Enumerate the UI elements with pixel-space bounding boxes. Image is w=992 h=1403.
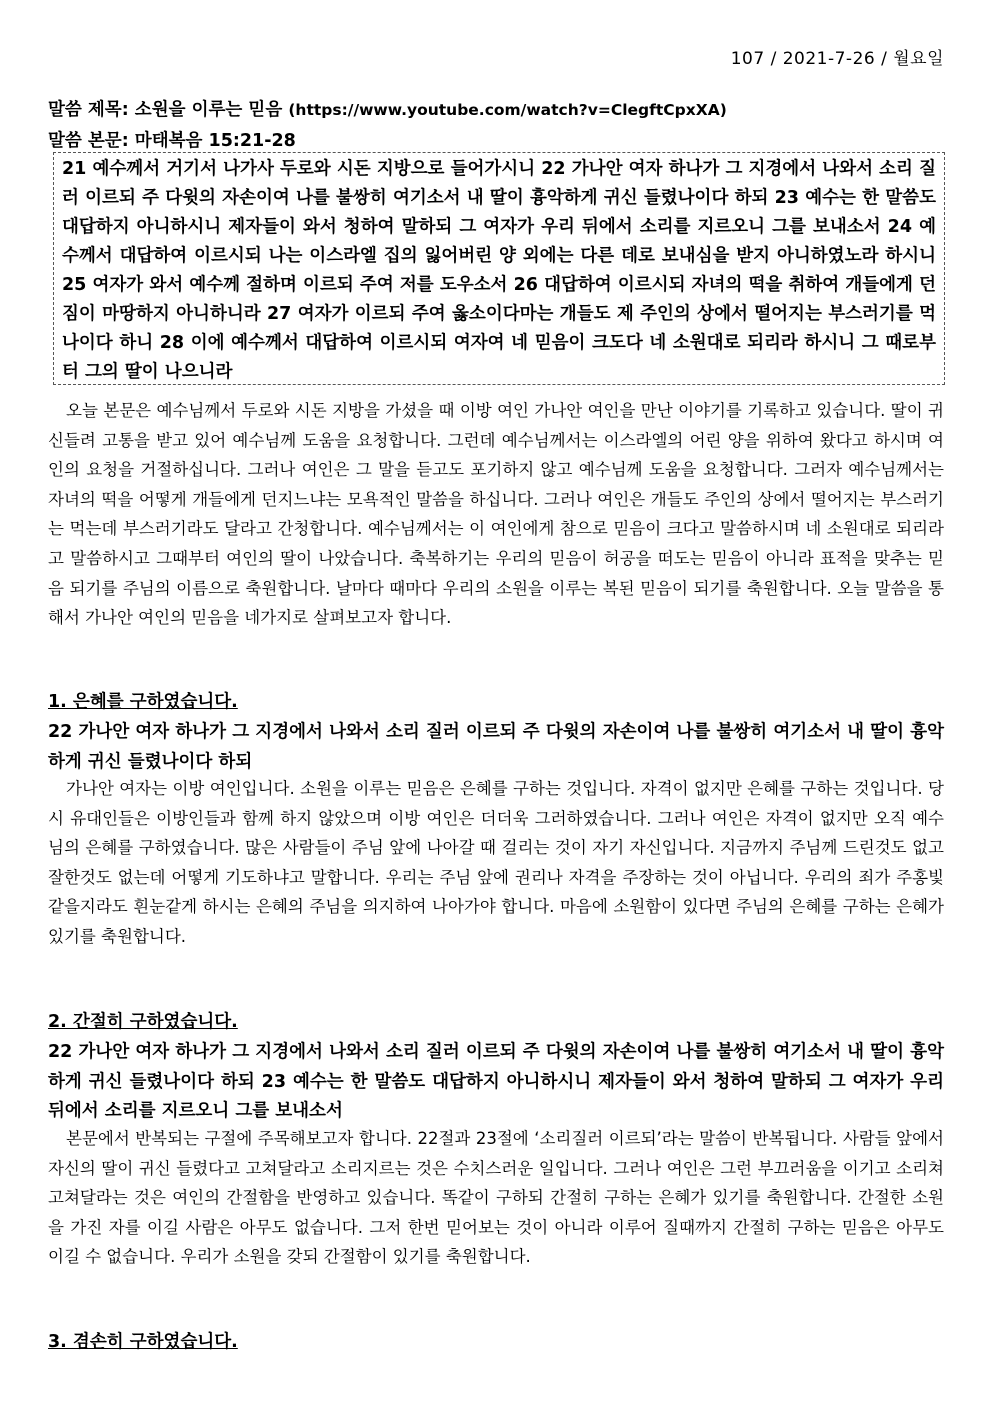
sermon-url: (https://www.youtube.com/watch?v=ClegftCpxXA) [288,101,727,119]
section-3-heading: 3. 겸손히 구하였습니다. [48,1332,238,1352]
section-2-verse: 22 가나안 여자 하나가 그 지경에서 나와서 소리 질러 이르되 주 다윗의 자손이여 나를 불쌍히 여기소서 내 딸이 흉악하게 귀신 들렸나이다 하되 23 예수는 한 말씀도 대답하지 아니하시니 제자들이 와서 청하여 말하되 그 여자가 우리 뒤에서 소리를 지르오니 그를 보내소서 [48,1042,944,1121]
intro-paragraph: 오늘 본문은 예수님께서 두로와 시돈 지방을 가셨을 때 이방 여인 가나안 여인을 만난 이야기를 기록하고 있습니다. 딸이 귀신들려 고통을 받고 있어 예수님께 도움을 요청합니다. 그런데 예수님께서는 이스라엘의 어린 양을 위하여 왔다고 하시며 여인의 요청을 거절하십니다. 그러나 여인은 그 말을 듣고도 포기하지 않고 예수님께 도움을 요청합니다. 그러자 예수님께서는 자녀의 떡을 어떻게 개들에게 던지느냐는 모욕적인 말씀을 하십니다. 그러나 여인은 개들도 주인의 상에서 떨어지는 부스러기는 먹는데 부스러기라도 달라고 간청합니다. 예수님께서는 이 여인에게 참으로 믿음이 크다고 말씀하시며 네 소원대로 되리라고 말씀하시고 그때부터 여인의 딸이 나았습니다. 축복하기는 우리의 믿음이 허공을 떠도는 믿음이 아니라 표적을 맞추는 믿음 되기를 주님의 이름으로 축원합니다. 날마다 때마다 우리의 소원을 이루는 복된 믿음이 되기를 축원합니다. 오늘 말씀을 통해서 가나안 여인의 믿음을 네가지로 살펴보고자 합니다. [48,401,944,628]
section-2-body: 본문에서 반복되는 구절에 주목해보고자 합니다. 22절과 23절에 ‘소리질러 이르되’라는 말씀이 반복됩니다. 사람들 앞에서 자신의 딸이 귀신 들렸다고 고쳐달라고 소리지르는 것은 수치스러운 일입니다. 그러나 여인은 그런 부끄러움을 이기고 소리쳐 고쳐달라는 것은 여인의 간절함을 반영하고 있습니다. 똑같이 구하되 간절히 구하는 은혜가 있기를 축원합니다. 간절한 소원을 가진 자를 이길 사람은 아무도 없습니다. 그저 한번 믿어보는 것이 아니라 이루어 질때까지 간절히 구하는 믿음은 아무도 이길 수 없습니다. 우리가 소원을 갖되 간절함이 있기를 축원합니다. [48,1129,944,1267]
sermon-title [48,96,727,121]
section-1-body: 가나안 여자는 이방 여인입니다. 소원을 이루는 믿음은 은혜를 구하는 것입니다. 자격이 없지만 은혜를 구하는 것입니다. 당시 유대인들은 이방인들과 함께 하지 않았으며 이방 여인은 더더욱 그러하였습니다. 그러나 여인은 자격이 없지만 오직 예수님의 은혜를 구하였습니다. 많은 사람들이 주님 앞에 나아갈 때 걸리는 것이 자기 자신입니다. 지금까지 주님께 드린것도 없고 잘한것도 없는데 어떻게 기도하냐고 말합니다. 우리는 주님 앞에 권리나 자격을 주장하는 것이 아닙니다. 우리의 죄가 주홍빛 같을지라도 흰눈같게 하시는 은혜의 주님을 의지하여 나아가야 합니다. 마음에 소원함이 있다면 주님의 은혜를 구하는 은혜가 있기를 축원합니다. [48,779,944,946]
scripture-box: 21 예수께서 거기서 나가사 두로와 시돈 지방으로 들어가시니 22 가나안 여자 하나가 그 지경에서 나와서 소리 질러 이르되 주 다윗의 자손이여 나를 불쌍히 여기소서 내 딸이 흉악하게 귀신 들렸나이다 하되 23 예수는 한 말씀도 대답하지 아니하시니 제자들이 와서 청하여 말하되 그 여자가 우리 뒤에서 소리를 지르오니 그를 보내소서 24 예수께서 대답하여 이르시되 나는 이스라엘 집의 잃어버린 양 외에는 다른 데로 보내심을 받지 아니하였노라 하시니 25 여자가 와서 예수께 절하며 이르되 주여 저를 도우소서 26 대답하여 이르시되 자녀의 떡을 취하여 개들에게 던짐이 마땅하지 아니하니라 27 여자가 이르되 주여 옳소이다마는 개들도 제 주인의 상에서 떨어지는 부스러기를 먹나이다 하니 28 이에 예수께서 대답하여 이르시되 여자여 네 믿음이 크도다 네 소원대로 되리라 하시니 그 때로부터 그의 딸이 나으니라 [53,152,945,385]
sermon-reference: 말씀 본문: 마태복음 15:21-28 [48,131,296,151]
section-1-verse: 22 가나안 여자 하나가 그 지경에서 나와서 소리 질러 이르되 주 다윗의 자손이여 나를 불쌍히 여기소서 내 딸이 흉악하게 귀신 들렸나이다 하되 [48,722,944,772]
page-header: 107 / 2021-7-26 / 월요일 [730,49,944,69]
section-1-heading: 1. 은혜를 구하였습니다. [48,692,238,712]
section-2-heading: 2. 간절히 구하였습니다. [48,1012,238,1032]
sermon-title-label: 말씀 제목: 소원을 이루는 믿음 [48,100,289,120]
